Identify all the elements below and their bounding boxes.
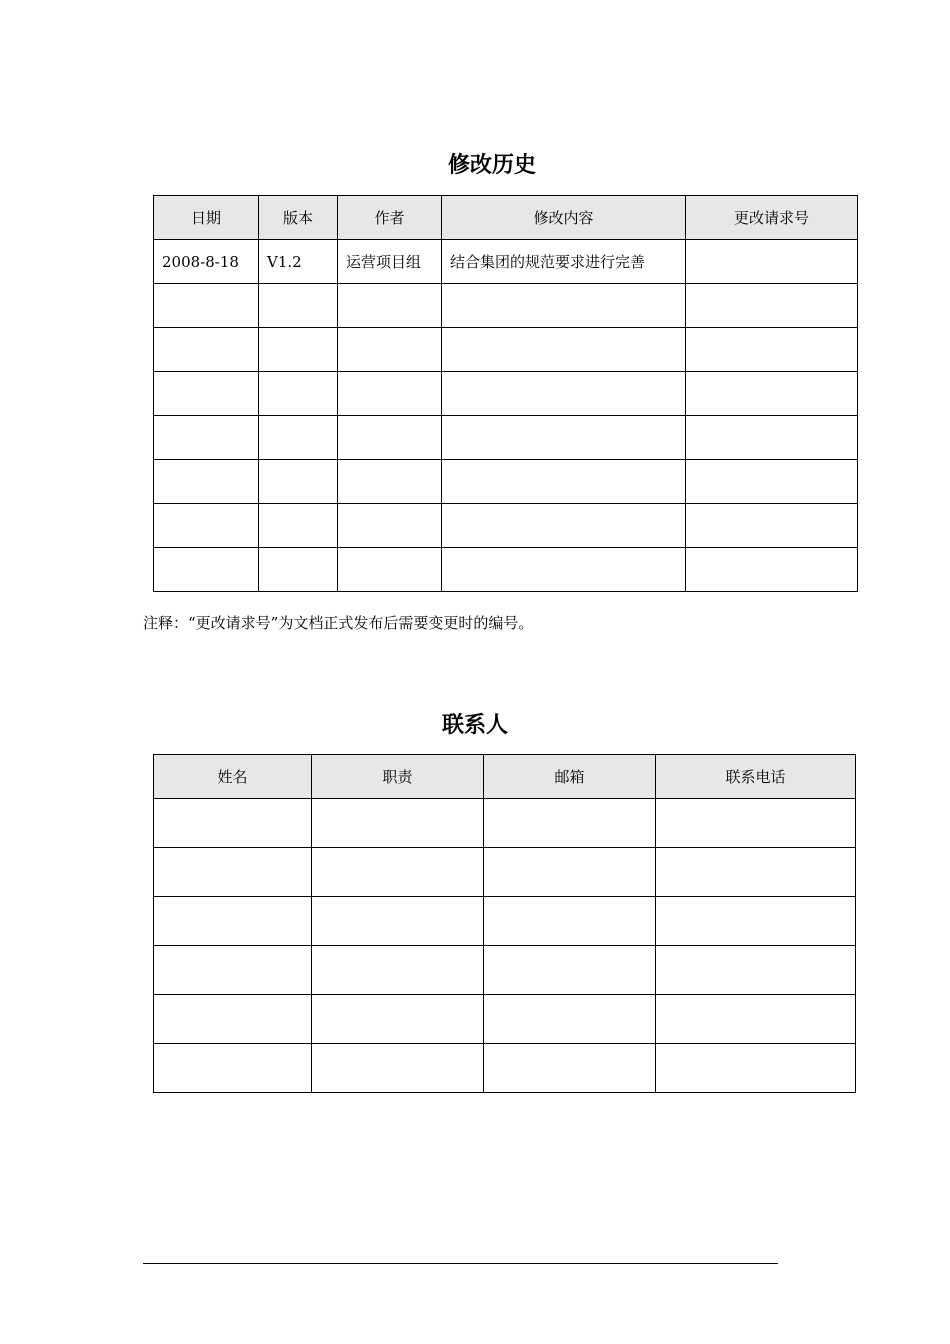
cell-email <box>484 995 656 1044</box>
cell-email <box>484 946 656 995</box>
cell-phone <box>656 848 856 897</box>
table-row <box>154 548 858 592</box>
cell-version <box>259 328 338 372</box>
cell-role <box>312 995 484 1044</box>
cell-change-request-no <box>686 328 858 372</box>
cell-role <box>312 946 484 995</box>
contacts-table <box>153 754 856 1093</box>
table-row <box>154 416 858 460</box>
cell-change-request-no <box>686 548 858 592</box>
cell-change-content <box>442 284 686 328</box>
cell-date <box>154 460 259 504</box>
contacts-title: 联系人 <box>441 713 508 738</box>
cell-change-content: 结合集团的规范要求进行完善 <box>442 240 686 284</box>
cell-phone <box>656 1044 856 1093</box>
cell-name <box>154 848 312 897</box>
cell-phone <box>656 946 856 995</box>
cell-change-content <box>442 504 686 548</box>
cell-change-request-no <box>686 504 858 548</box>
cell-version <box>259 284 338 328</box>
cell-version <box>259 504 338 548</box>
cell-change-content <box>442 372 686 416</box>
cell-version: V1.2 <box>259 240 338 284</box>
header-role: 职责 <box>312 755 484 799</box>
footer-divider <box>143 1263 778 1264</box>
cell-date: 2008-8-18 <box>154 240 259 284</box>
table-row <box>154 328 858 372</box>
table-header-row <box>154 755 856 799</box>
table-header-row <box>154 196 858 240</box>
cell-change-request-no <box>686 460 858 504</box>
cell-change-request-no <box>686 240 858 284</box>
cell-phone <box>656 897 856 946</box>
cell-role <box>312 897 484 946</box>
table-row <box>154 460 858 504</box>
table-row <box>154 240 858 284</box>
table-row <box>154 848 856 897</box>
cell-role <box>312 799 484 848</box>
table-row <box>154 284 858 328</box>
cell-role <box>312 848 484 897</box>
cell-email <box>484 897 656 946</box>
cell-author <box>338 372 442 416</box>
table-row <box>154 897 856 946</box>
table-row <box>154 799 856 848</box>
header-change-content: 修改内容 <box>442 196 686 240</box>
cell-author <box>338 328 442 372</box>
cell-change-request-no <box>686 284 858 328</box>
cell-date <box>154 372 259 416</box>
header-date: 日期 <box>154 196 259 240</box>
header-phone: 联系电话 <box>656 755 856 799</box>
cell-name <box>154 1044 312 1093</box>
cell-version <box>259 372 338 416</box>
cell-version <box>259 460 338 504</box>
cell-change-content <box>442 328 686 372</box>
table-row <box>154 504 858 548</box>
cell-email <box>484 799 656 848</box>
table-row <box>154 946 856 995</box>
cell-date <box>154 416 259 460</box>
change-request-note: 注释：“更改请求号”为文档正式发布后需要变更时的编号。 <box>143 614 534 632</box>
revision-history-title: 修改历史 <box>447 153 536 178</box>
revision-history-table <box>153 195 858 592</box>
cell-date <box>154 284 259 328</box>
header-author: 作者 <box>338 196 442 240</box>
cell-email <box>484 848 656 897</box>
cell-date <box>154 548 259 592</box>
cell-date <box>154 328 259 372</box>
cell-version <box>259 416 338 460</box>
cell-author <box>338 284 442 328</box>
cell-change-request-no <box>686 416 858 460</box>
cell-version <box>259 548 338 592</box>
cell-phone <box>656 995 856 1044</box>
cell-change-content <box>442 416 686 460</box>
cell-date <box>154 504 259 548</box>
cell-phone <box>656 799 856 848</box>
table-row <box>154 995 856 1044</box>
cell-author <box>338 460 442 504</box>
cell-author <box>338 548 442 592</box>
header-version: 版本 <box>259 196 338 240</box>
cell-change-content <box>442 460 686 504</box>
cell-role <box>312 1044 484 1093</box>
table-row <box>154 1044 856 1093</box>
cell-change-content <box>442 548 686 592</box>
cell-name <box>154 946 312 995</box>
cell-author: 运营项目组 <box>338 240 442 284</box>
header-name: 姓名 <box>154 755 312 799</box>
cell-author <box>338 504 442 548</box>
table-row <box>154 372 858 416</box>
cell-email <box>484 1044 656 1093</box>
cell-author <box>338 416 442 460</box>
cell-change-request-no <box>686 372 858 416</box>
header-change-request-no: 更改请求号 <box>686 196 858 240</box>
cell-name <box>154 995 312 1044</box>
cell-name <box>154 799 312 848</box>
cell-name <box>154 897 312 946</box>
header-email: 邮箱 <box>484 755 656 799</box>
